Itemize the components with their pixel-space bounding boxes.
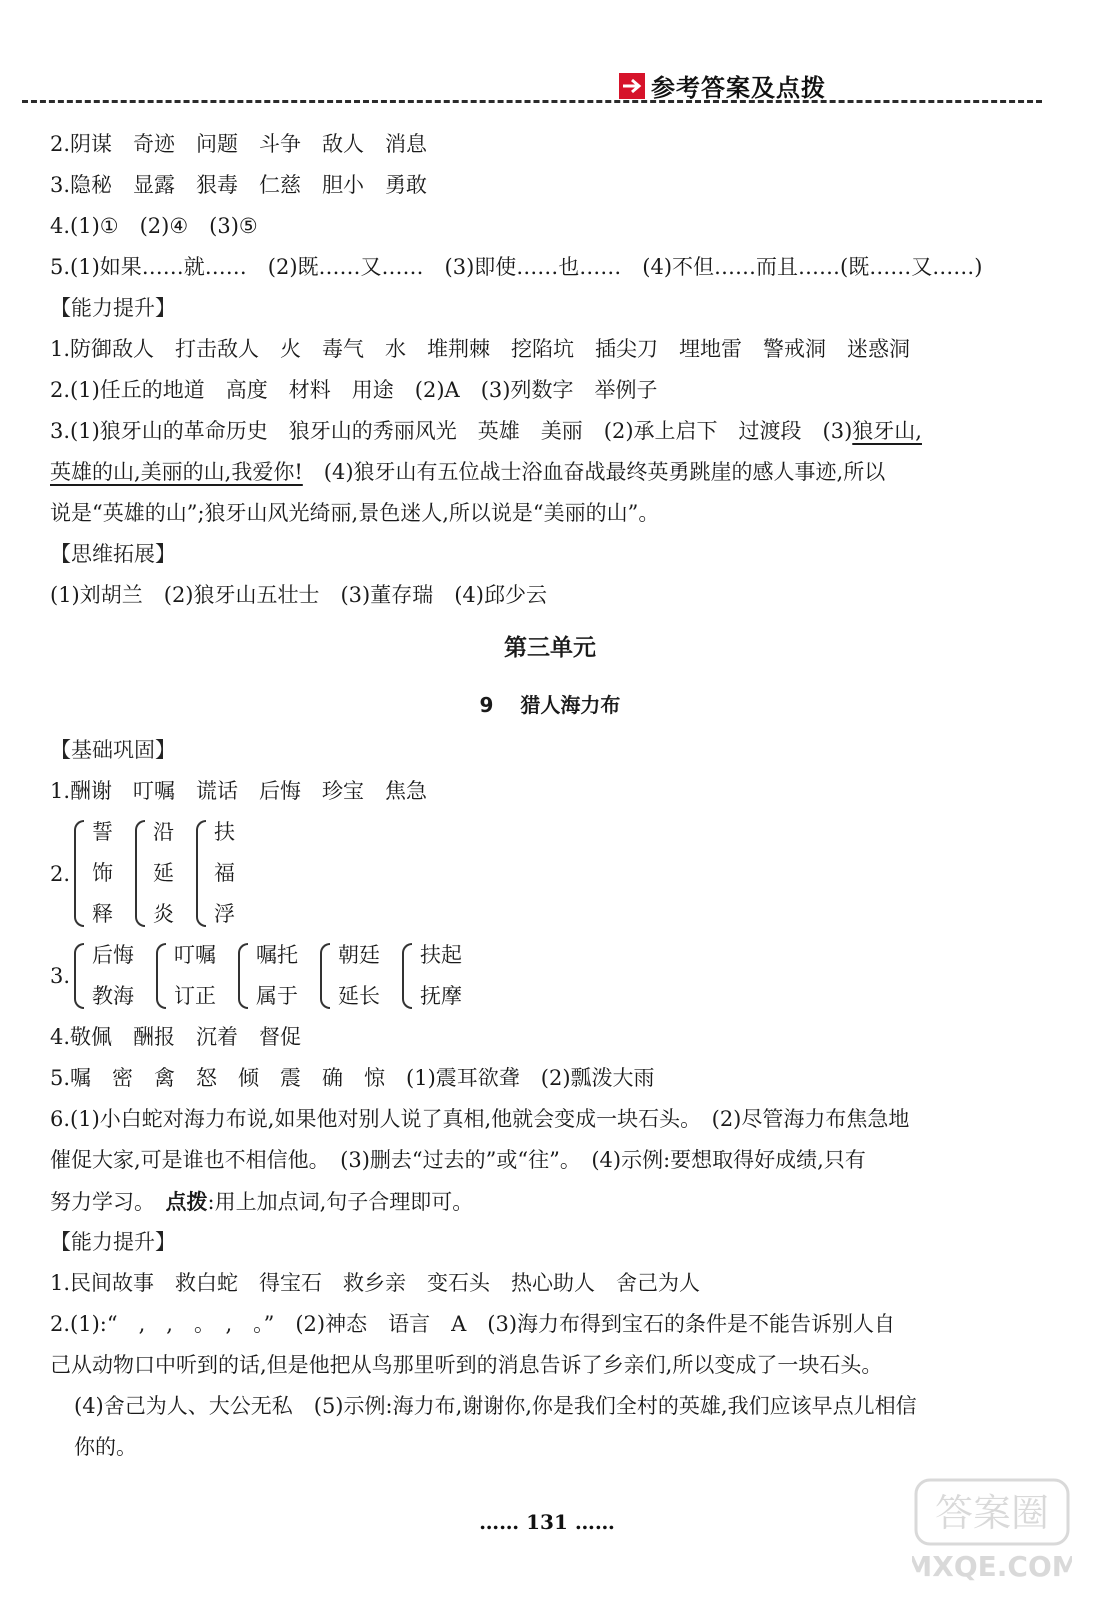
underlined-text: 英雄的山,美丽的山,我爱你!	[50, 460, 303, 484]
item-number: 3.	[50, 964, 71, 988]
brace-item: 浮	[214, 902, 235, 926]
brace-item: 沿	[153, 820, 174, 844]
answer-line: (4)舍己为人、大公无私 (5)示例:海力布,谢谢你,你是我们全村的英雄,我们应该早点儿相信	[74, 1394, 917, 1418]
brace-item: 释	[92, 902, 113, 926]
answer-line	[50, 1181, 1050, 1222]
watermark-text: 答案圈	[934, 1491, 1050, 1535]
brace-item: 属于	[256, 984, 298, 1008]
left-brace-icon	[74, 943, 84, 1009]
brace-item: 延	[153, 861, 174, 885]
brace-answer-2	[50, 812, 1050, 935]
answer-line: 3.隐秘 显露 狠毒 仁慈 胆小 勇敢	[50, 173, 428, 197]
brace-item: 福	[214, 861, 235, 885]
left-brace-icon	[74, 820, 84, 927]
header-dashed-rule	[22, 100, 1042, 103]
left-brace-icon	[196, 820, 206, 927]
brace-item: 教海	[92, 984, 134, 1008]
brace-group	[156, 935, 216, 1017]
brace-group	[320, 935, 380, 1017]
answer-line: 5.嘱 密 禽 怒 倾 震 确 惊 (1)震耳欲聋 (2)瓢泼大雨	[50, 1066, 655, 1090]
header-title: 参考答案及点拨	[651, 74, 826, 102]
answer-line: 催促大家,可是谁也不相信他。 (3)删去“过去的”或“往”。 (4)示例:要想取得好成绩,只有	[50, 1148, 866, 1172]
item-number: 2.	[50, 861, 71, 886]
brace-group	[402, 935, 462, 1017]
answer-line: 你的。	[74, 1435, 137, 1459]
answer-line: 5.(1)如果……就…… (2)既……又…… (3)即使……也…… (4)不但……而且……(既……又……)	[50, 255, 983, 279]
answer-line	[50, 452, 1050, 493]
answer-text: 努力学习。	[50, 1190, 166, 1214]
brace-answer-3	[50, 935, 1050, 1017]
brace-item: 誓	[92, 820, 113, 844]
left-brace-icon	[320, 943, 330, 1009]
brace-item: 抚摩	[420, 984, 462, 1008]
answer-line: 说是“英雄的山”;狼牙山风光绮丽,景色迷人,所以说是“美丽的山”。	[50, 501, 660, 525]
answer-line: 1.防御敌人 打击敌人 火 毒气 水 堆荆棘 挖陷坑 插尖刀 埋地雷 警戒洞 迷惑洞	[50, 337, 911, 361]
watermark-url: MXQE.COM	[912, 1550, 1072, 1583]
answer-line: 4.(1)① (2)④ (3)⑤	[50, 214, 258, 238]
brace-item: 扶起	[420, 943, 462, 967]
brace-group	[238, 935, 298, 1017]
answer-line: 6.(1)小白蛇对海力布说,如果他对别人说了真相,他就会变成一块石头。 (2)尽管海力布焦急地	[50, 1107, 910, 1131]
brace-group	[74, 935, 134, 1017]
answer-line: 己从动物口中听到的话,但是他把从鸟那里听到的消息告诉了乡亲们,所以变成了一块石头。	[50, 1353, 883, 1377]
tip-label: 点拨	[165, 1189, 208, 1214]
answer-content	[50, 124, 1050, 1468]
brace-group	[135, 812, 174, 935]
answer-line: 2.阴谋 奇迹 问题 斗争 敌人 消息	[50, 132, 428, 156]
left-brace-icon	[156, 943, 166, 1009]
section-heading-thinking: 【思维拓展】	[50, 542, 176, 566]
answer-line: 2.(1):“ , , 。 , 。” (2)神态 语言 A (3)海力布得到宝石的条件是不能告诉别人自	[50, 1312, 896, 1336]
page-number: …… 131 ……	[479, 1510, 615, 1534]
left-brace-icon	[238, 943, 248, 1009]
lesson-title: 9 猎人海力布	[479, 693, 621, 717]
page-header	[0, 60, 1094, 120]
brace-group	[196, 812, 235, 935]
answer-text: :用上加点词,句子合理即可。	[207, 1190, 474, 1214]
header-label	[619, 68, 826, 103]
answer-line: 1.民间故事 救白蛇 得宝石 救乡亲 变石头 热心助人 舍己为人	[50, 1271, 701, 1295]
brace-item: 延长	[338, 984, 380, 1008]
answer-text: (4)狼牙山有五位战士浴血奋战最终英勇跳崖的感人事迹,所以	[302, 460, 886, 484]
left-brace-icon	[402, 943, 412, 1009]
brace-item: 后悔	[92, 943, 134, 967]
answer-line: 1.酬谢 叮嘱 谎话 后悔 珍宝 焦急	[50, 779, 428, 803]
answer-line: 4.敬佩 酬报 沉着 督促	[50, 1025, 302, 1049]
answer-line: (1)刘胡兰 (2)狼牙山五壮士 (3)董存瑞 (4)邱少云	[50, 583, 547, 607]
brace-item: 嘱托	[256, 943, 298, 967]
underlined-text: 狼牙山,	[852, 419, 922, 443]
unit-title: 第三单元	[504, 635, 596, 661]
answer-text: 3.(1)狼牙山的革命历史 狼牙山的秀丽风光 英雄 美丽 (2)承上启下 过渡段 (3)	[50, 419, 853, 443]
brace-item: 炎	[153, 902, 174, 926]
arrow-right-icon	[619, 73, 645, 99]
section-heading-basic: 【基础巩固】	[50, 738, 176, 762]
section-heading-ability: 【能力提升】	[50, 1230, 176, 1254]
brace-group	[74, 812, 113, 935]
brace-item: 叮嘱	[174, 943, 216, 967]
section-heading-ability: 【能力提升】	[50, 296, 176, 320]
brace-item: 朝廷	[338, 943, 380, 967]
left-brace-icon	[135, 820, 145, 927]
brace-item: 饰	[92, 861, 113, 885]
watermark-logo	[912, 1476, 1072, 1586]
brace-item: 订正	[174, 984, 216, 1008]
answer-line: 2.(1)任丘的地道 高度 材料 用途 (2)A (3)列数字 举例子	[50, 378, 658, 402]
answer-line	[50, 411, 1050, 452]
brace-item: 扶	[214, 820, 235, 844]
